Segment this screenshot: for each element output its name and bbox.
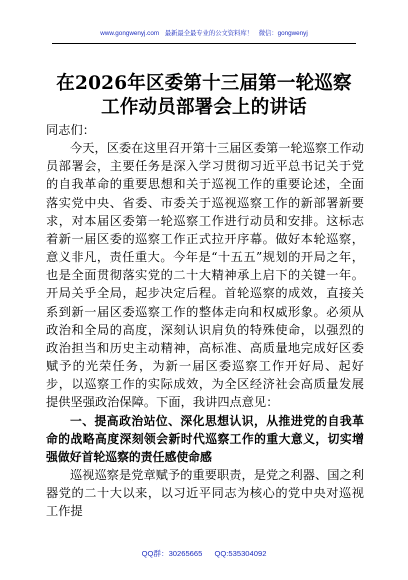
section-heading: 一、提高政治站位、深化思想认识，从推进党的自我革命的战略高度深刻领会新时代巡察工作的重大意义，切实增强做好首轮巡察的责任感使命感 <box>46 413 364 464</box>
site-slogan: 最新最全最专业的公文资料库！ <box>164 30 253 37</box>
wechat-id: 微信：gongwenyj <box>258 30 308 37</box>
paragraph: 巡视巡察是党章赋予的重要职责，是党之利器、国之利器党的二十大以来，以习近平同志为核心的党中央对巡视工作提 <box>46 467 364 519</box>
document-body <box>46 121 364 520</box>
site-url[interactable]: www.gongwenyj.com <box>100 30 160 37</box>
salutation: 同志们： <box>46 123 95 137</box>
header-banner <box>0 29 408 39</box>
qq-group: QQ群：30265665 <box>141 549 203 558</box>
document-title: 在2026年区委第十三届第一轮巡察工作动员部署会上的讲话 <box>56 73 352 118</box>
qq-contact: QQ:535304092 <box>214 549 267 558</box>
header-divider <box>52 43 356 44</box>
footer <box>0 549 408 559</box>
paragraph: 今天，区委在这里召开第十三届区委第一轮巡察工作动员部署会，主要任务是深入学习贯彻习近平总书记关于党的自我革命的重要思想和关于巡视工作的重要论述，全面落实党中央、省委、市委关于巡视巡察工作的新部署新要求，对本届区委第一轮巡察工作进行动员和安排。这标志着新一届区委的巡察工作正式拉开序幕。做好本轮巡察，意义非凡，责任重大。今年是“十五五”规划的开局之年，也是全面贯彻落实党的二十大精神承上启下的关键一年。开局关乎全局，起步决定后程。首轮巡察的成效，直接关系到新一届区委巡察工作的整体走向和权威形象。必须从政治和全局的高度，深刻认识肩负的特殊使命，以强烈的政治担当和历史主动精神，高标准、高质量地完成好区委赋予的光荣任务，为新一届区委巡察工作开好局、起好步，以巡察工作的实际成效，为全区经济社会高质量发展提供坚强政治保障。下面，我讲四点意见： <box>46 141 364 410</box>
